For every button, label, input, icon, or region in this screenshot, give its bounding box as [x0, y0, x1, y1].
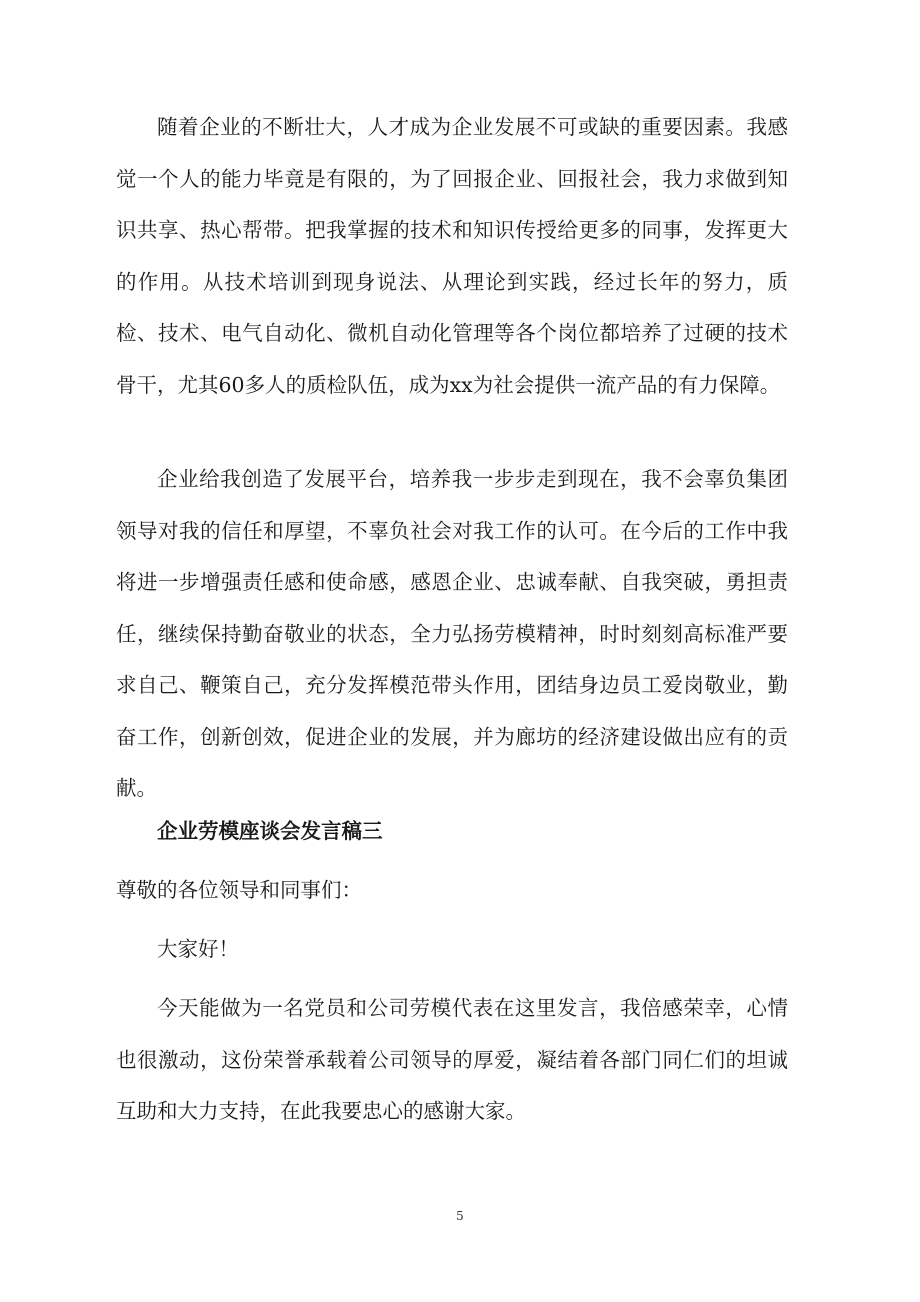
- body-paragraph-3: 今天能做为一名党员和公司劳模代表在这里发言，我倍感荣幸，心情也很激动，这份荣誉承载着公司领导的厚爱，凝结着各部门同仁们的坦诚互助和大力支持，在此我要忠心的感谢大家。: [116, 996, 788, 1123]
- body-paragraph-1: 随着企业的不断壮大，人才成为企业发展不可或缺的重要因素。我感觉一个人的能力毕竟是有限的，为了回报企业、回报社会，我力求做到知识共享、热心帮带。把我掌握的技术和知识传授给更多的同事，发挥更大的作用。从技术培训到现身说法、从理论到实践，经过长年的努力，质检、技术、电气自动化、微机自动化管理等各个岗位都培养了过硬的技术骨干，尤其60多人的质检队伍，成为xx为社会提供一流产品的有力保障。: [116, 115, 788, 397]
- salutation: 尊敬的各位领导和同事们：: [116, 878, 362, 902]
- section-title: 企业劳模座谈会发言稿三: [157, 819, 383, 843]
- body-paragraph-2: 企业给我创造了发展平台，培养我一步步走到现在，我不会辜负集团领导对我的信任和厚望，不辜负社会对我工作的认可。在今后的工作中我将进一步增强责任感和使命感，感恩企业、忠诚奉献、自我突破，勇担责任，继续保持勤奋敬业的状态，全力弘扬劳模精神，时时刻刻高标准严要求自己、鞭策自己，充分发挥模范带头作用，团结身边员工爱岗敬业，勤奋工作，创新创效，促进企业的发展，并为廊坊的经济建设做出应有的贡献。: [116, 467, 788, 800]
- greeting: 大家好！: [157, 937, 239, 961]
- page-number: 5: [456, 1209, 464, 1223]
